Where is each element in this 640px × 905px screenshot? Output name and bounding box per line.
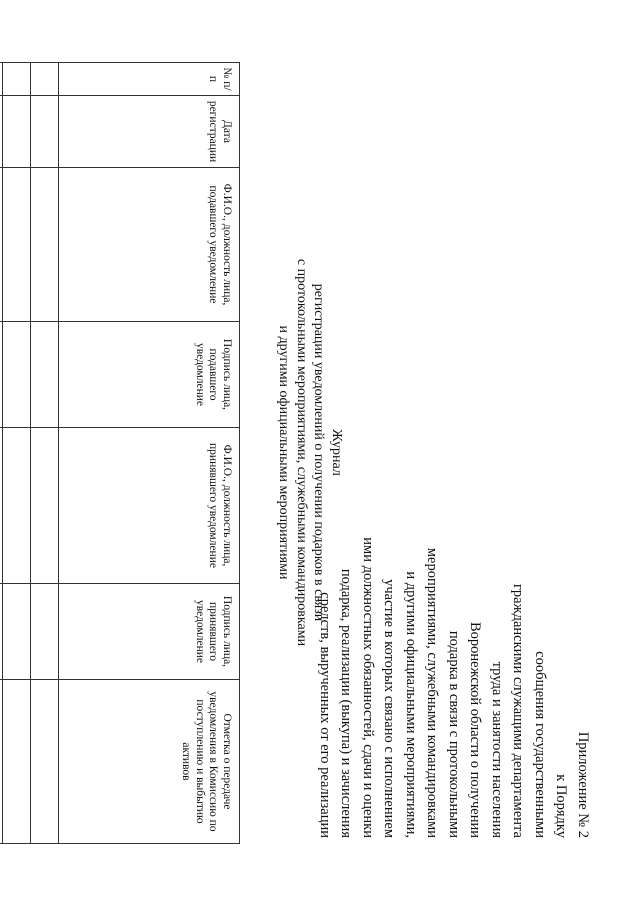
table-cell	[0, 584, 3, 680]
annex-line: и другими официальными мероприятиями,	[403, 571, 419, 838]
table-cell	[31, 168, 59, 322]
annex-line: гражданскими служащими департамента	[510, 583, 527, 838]
header-cell-date: Дата регистрации	[59, 96, 240, 168]
annex-line: мероприятиями, служебными командировками	[424, 547, 441, 838]
annex-line: к Порядку	[553, 774, 570, 838]
header-cell-number: № п/п	[59, 63, 240, 96]
annex-line: средств, вырученных от его реализации	[317, 592, 333, 838]
table-cell	[3, 168, 31, 322]
annex-line: сообщения государственными	[532, 651, 548, 838]
annex-line: труда и занятости населения	[489, 661, 505, 838]
annex-line: Приложение № 2	[575, 731, 591, 838]
table-cell	[31, 428, 59, 584]
table-cell	[3, 428, 31, 584]
table-cell	[3, 322, 31, 428]
annex-line: подарка, реализации (выкупа) и зачисления	[338, 568, 355, 838]
journal-subtitle-line: и другими официальными мероприятиями	[276, 325, 292, 580]
annex-line: подарка в связи с протокольными	[446, 630, 462, 838]
table-cell	[3, 96, 31, 168]
table-cell	[31, 584, 59, 680]
table-cell	[31, 680, 59, 844]
table-cell	[31, 96, 59, 168]
table-header-row	[59, 63, 240, 844]
table-row	[3, 63, 31, 844]
header-cell-submitter-name: Ф.И.О., должность лица, подавшего уведомление	[59, 168, 240, 322]
table-cell	[0, 322, 3, 428]
journal-title	[275, 120, 345, 785]
table-cell	[0, 428, 3, 584]
table-row	[31, 63, 59, 844]
journal-subtitle-line: с протокольными мероприятиями, служебными командировками	[294, 258, 309, 647]
table-cell	[3, 63, 31, 96]
annex-line: участие в которых связано с исполнением	[381, 579, 398, 838]
table-cell	[0, 96, 3, 168]
table-cell	[0, 680, 3, 844]
header-cell-commission-mark: Отметка о передаче уведомления в Комиссию по поступлению и выбытию активов	[59, 680, 240, 844]
table-cell	[0, 63, 3, 96]
table-cell	[3, 584, 31, 680]
table-cell	[31, 63, 59, 96]
annex-line: ими должностных обязанностей, сдачи и оценки	[360, 537, 376, 838]
annex-block	[314, 388, 594, 838]
header-cell-receiver-signature: Подпись лица, принявшего уведомление	[59, 584, 240, 680]
journal-heading: Журнал	[329, 429, 344, 476]
annex-line: Воронежской области о получении	[467, 621, 484, 838]
registration-table	[0, 62, 240, 844]
header-cell-receiver-name: Ф.И.О., должность лица, принявшего уведомление	[59, 428, 240, 584]
table-row	[0, 63, 3, 844]
table-cell	[0, 168, 3, 322]
journal-subtitle-line: регистрации уведомлений о получении подарков в связи	[311, 283, 327, 622]
table-cell	[31, 322, 59, 428]
table-cell	[3, 680, 31, 844]
header-cell-submitter-signature: Подпись лица, подавшего уведомление	[59, 322, 240, 428]
